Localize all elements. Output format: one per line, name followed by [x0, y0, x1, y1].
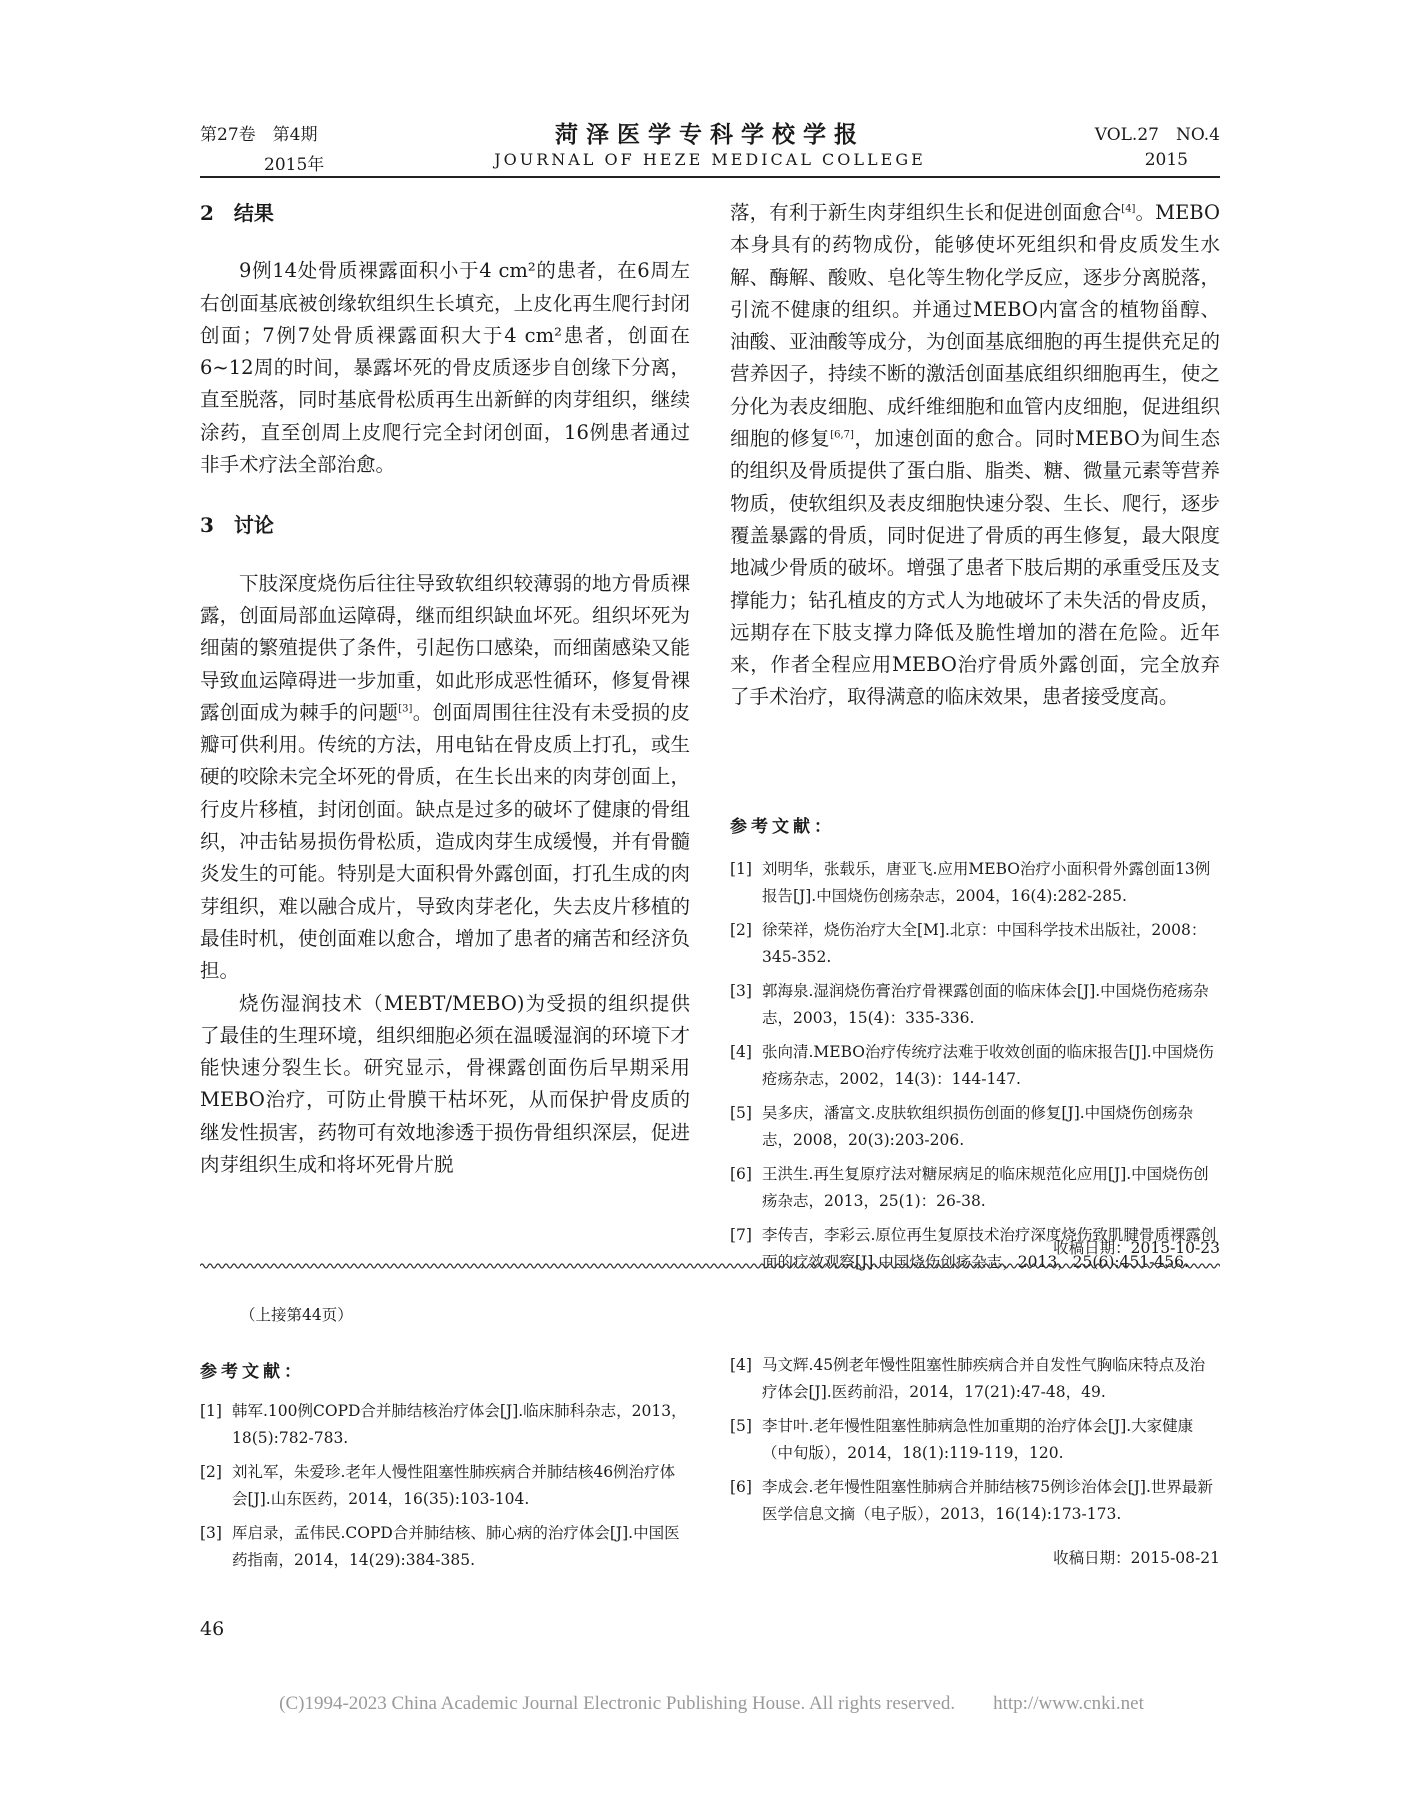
reference-number: [3] [730, 982, 752, 1000]
page-number: 46 [200, 1618, 225, 1640]
reference-number: [5] [730, 1104, 752, 1122]
reference-number: [4] [730, 1356, 752, 1374]
reference-item [730, 1413, 1220, 1467]
reference-text: 郭海泉.湿润烧伤膏治疗骨裸露创面的临床体会[J].中国烧伤疮疡杂志，2003，15(4)：335-336. [762, 982, 1209, 1027]
journal-title-cn: 菏泽医学专科学校学报 [555, 121, 865, 148]
reference-number: [6] [730, 1478, 752, 1496]
reference-item [730, 1100, 1220, 1154]
journal-title-en: JOURNAL OF HEZE MEDICAL COLLEGE [494, 150, 926, 169]
reference-item [730, 1352, 1220, 1406]
citation-4: [4] [1121, 203, 1136, 215]
reference-number: [1] [200, 1402, 222, 1420]
reference-number: [6] [730, 1165, 752, 1183]
citation-3: [3] [398, 703, 413, 715]
reference-number: [7] [730, 1226, 752, 1244]
results-paragraph: 9例14处骨质裸露面积小于4 cm²的患者，在6周左右创面基底被创缘软组织生长填充，上皮化再生爬行封闭创面；7例7处骨质裸露面积大于4 cm²患者，创面在6~12周的时间，暴露坏死的骨皮质逐步自创缘下分离，直至脱落，同时基底骨松质再生出新鲜的肉芽组织，继续涂药，直至创周上皮爬行完全封闭创面，16例患者通过非手术疗法全部治愈。 [200, 259, 690, 477]
reference-text: 李甘叶.老年慢性阻塞性肺病急性加重期的治疗体会[J].大家健康（中旬版），2014，18(1):119-119，120. [762, 1417, 1194, 1462]
reference-text: 王洪生.再生复原疗法对糖尿病足的临床规范化应用[J].中国烧伤创疡杂志，2013，25(1)：26-38. [762, 1165, 1209, 1210]
reference-text: 刘礼军，朱爱珍.老年人慢性阻塞性肺疾病合并肺结核46例治疗体会[J].山东医药，2014，16(35):103-104. [232, 1463, 676, 1508]
received-date: 收稿日期：2015-10-23 [1053, 1239, 1220, 1257]
reference-text: 刘明华，张载乐，唐亚飞.应用MEBO治疗小面积骨外露创面13例报告[J].中国烧伤创疡杂志，2004，16(4):282-285. [762, 860, 1211, 905]
right-p1-text-b: 。MEBO本身具有的药物成份，能够使坏死组织和骨皮质发生水解、酶解、酸败、皂化等生物化学反应，逐步分离脱落，引流不健康的组织。并通过MEBO内富含的植物甾醇、油酸、亚油酸等成分，为创面基底细胞的再生提供充足的营养因子，持续不断的激活创面基底组织细胞再生，使之分化为表皮细胞、成纤维细胞和血管内皮细胞，促进组织细胞的修复 [730, 201, 1220, 451]
right-column [730, 197, 1220, 714]
references-list [730, 856, 1220, 1283]
continued-references-left [200, 1398, 690, 1581]
reference-number: [3] [200, 1524, 222, 1542]
continued-references-right [730, 1352, 1220, 1535]
discussion-paragraph-2: 烧伤湿润技术（MEBT/MEBO)为受损的组织提供了最佳的生理环境，组织细胞必须在温暖湿润的环境下才能快速分裂生长。研究显示，骨裸露创面伤后早期采用MEBO治疗，可防止骨膜干枯坏死，从而保护骨皮质的继发性损害，药物可有效地渗透于损伤骨组织深层，促进肉芽组织生成和将坏死骨片脱 [200, 991, 690, 1177]
reference-number: [2] [730, 921, 752, 939]
reference-text: 徐荣祥，烧伤治疗大全[M].北京：中国科学技术出版社，2008：345-352. [762, 921, 1207, 966]
reference-text: 李成会.老年慢性阻塞性肺病合并肺结核75例诊治体会[J].世界最新医学信息文摘（电子版），2013，16(14):173-173. [762, 1478, 1213, 1523]
right-p1-text-c: ，加速创面的愈合。同时MEBO为间生态的组织及骨质提供了蛋白脂、脂类、糖、微量元素等营养物质，使软组织及表皮细胞快速分裂、生长、爬行，逐步覆盖暴露的骨质，同时促进了骨质的再生修复，最大限度地减少骨质的破坏。增强了患者下肢后期的承重受压及支撑能力；钻孔植皮的方式人为地破坏了未失活的骨皮质，远期存在下肢支撑力降低及脆性增加的潜在危险。近年来，作者全程应用MEBO治疗骨质外露创面，完全放弃了手术治疗，取得满意的临床效果，患者接受度高。 [730, 427, 1220, 709]
right-paragraph [730, 197, 1220, 714]
reference-item [200, 1520, 690, 1574]
references-title: 参考文献： [730, 817, 835, 837]
header-rule [200, 176, 1220, 178]
reference-item [730, 978, 1220, 1032]
continued-references-title: 参考文献： [200, 1362, 305, 1382]
right-p1-text-a: 落，有利于新生肉芽组织生长和促进创面愈合 [730, 201, 1122, 224]
wavy-divider [200, 1262, 1220, 1270]
discussion-p1-text-a: 下肢深度烧伤后往往导致软组织较薄弱的地方骨质裸露，创面局部血运障碍，继而组织缺血坏死。组织坏死为细菌的繁殖提供了条件，引起伤口感染，而细菌感染又能导致血运障碍进一步加重，如此形成恶性循环，修复骨裸露创面成为棘手的问题 [200, 571, 690, 724]
reference-item [730, 1474, 1220, 1528]
reference-item [200, 1398, 690, 1452]
discussion-p1-text-b: 。创面周围往往没有未受损的皮瓣可供利用。传统的方法，用电钻在骨皮质上打孔，或生硬的咬除未完全坏死的骨质，在生长出来的肉芽创面上，行皮片移植，封闭创面。缺点是过多的破坏了健康的骨组织，冲击钻易损伤骨松质，造成肉芽生成缓慢，并有骨髓炎发生的可能。特别是大面积骨外露创面，打孔生成的肉芽组织，难以融合成片，导致肉芽老化，失去皮片移植的最佳时机，使创面难以愈合，增加了患者的痛苦和经济负担。 [200, 700, 690, 983]
reference-text: 张向清.MEBO治疗传统疗法难于收效创面的临床报告[J].中国烧伤疮疡杂志，2002，14(3)：144-147. [762, 1043, 1214, 1088]
results-heading: 2 结果 [200, 201, 274, 225]
copyright-notice: (C)1994-2023 China Academic Journal Electronic Publishing House. All rights reserved. http://www.cnki.net [279, 1693, 1144, 1714]
continued-received-date: 收稿日期：2015-08-21 [1053, 1549, 1220, 1567]
reference-text: 厍启录，孟伟民.COPD合并肺结核、肺心病的治疗体会[J].中国医药指南，2014，14(29):384-385. [232, 1524, 680, 1569]
reference-item [730, 1161, 1220, 1215]
reference-item [730, 917, 1220, 971]
reference-number: [5] [730, 1417, 752, 1435]
discussion-paragraph-1 [200, 568, 690, 988]
reference-text: 李传吉，李彩云.原位再生复原技术治疗深度烧伤致肌腱骨质裸露创面的疗效观察[J].中国烧伤创疡杂志，2013，25(6):451-456. [762, 1226, 1217, 1271]
volume-issue-en: VOL.27 NO.4 [1094, 125, 1220, 145]
reference-item [200, 1459, 690, 1513]
reference-number: [4] [730, 1043, 752, 1061]
year-en: 2015 [1144, 150, 1188, 170]
continued-label: （上接第44页） [240, 1306, 353, 1324]
reference-text: 吴多庆，潘富文.皮肤软组织损伤创面的修复[J].中国烧伤创疡杂志，2008，20(3):203-206. [762, 1104, 1194, 1149]
reference-number: [1] [730, 860, 752, 878]
left-column [200, 197, 690, 1181]
discussion-heading: 3 讨论 [200, 513, 274, 538]
reference-text: 马文辉.45例老年慢性阻塞性肺疾病合并自发性气胸临床特点及治疗体会[J].医药前沿，2014，17(21):47-48，49. [762, 1356, 1206, 1401]
year-cn: 2015年 [264, 155, 325, 175]
reference-item [730, 856, 1220, 910]
citation-6-7: [6,7] [830, 429, 854, 441]
reference-number: [2] [200, 1463, 222, 1481]
reference-item [730, 1039, 1220, 1093]
volume-issue-cn: 第27卷 第4期 [200, 125, 318, 145]
reference-text: 韩军.100例COPD合并肺结核治疗体会[J].临床肺科杂志，2013，18(5):782-783. [232, 1402, 687, 1447]
